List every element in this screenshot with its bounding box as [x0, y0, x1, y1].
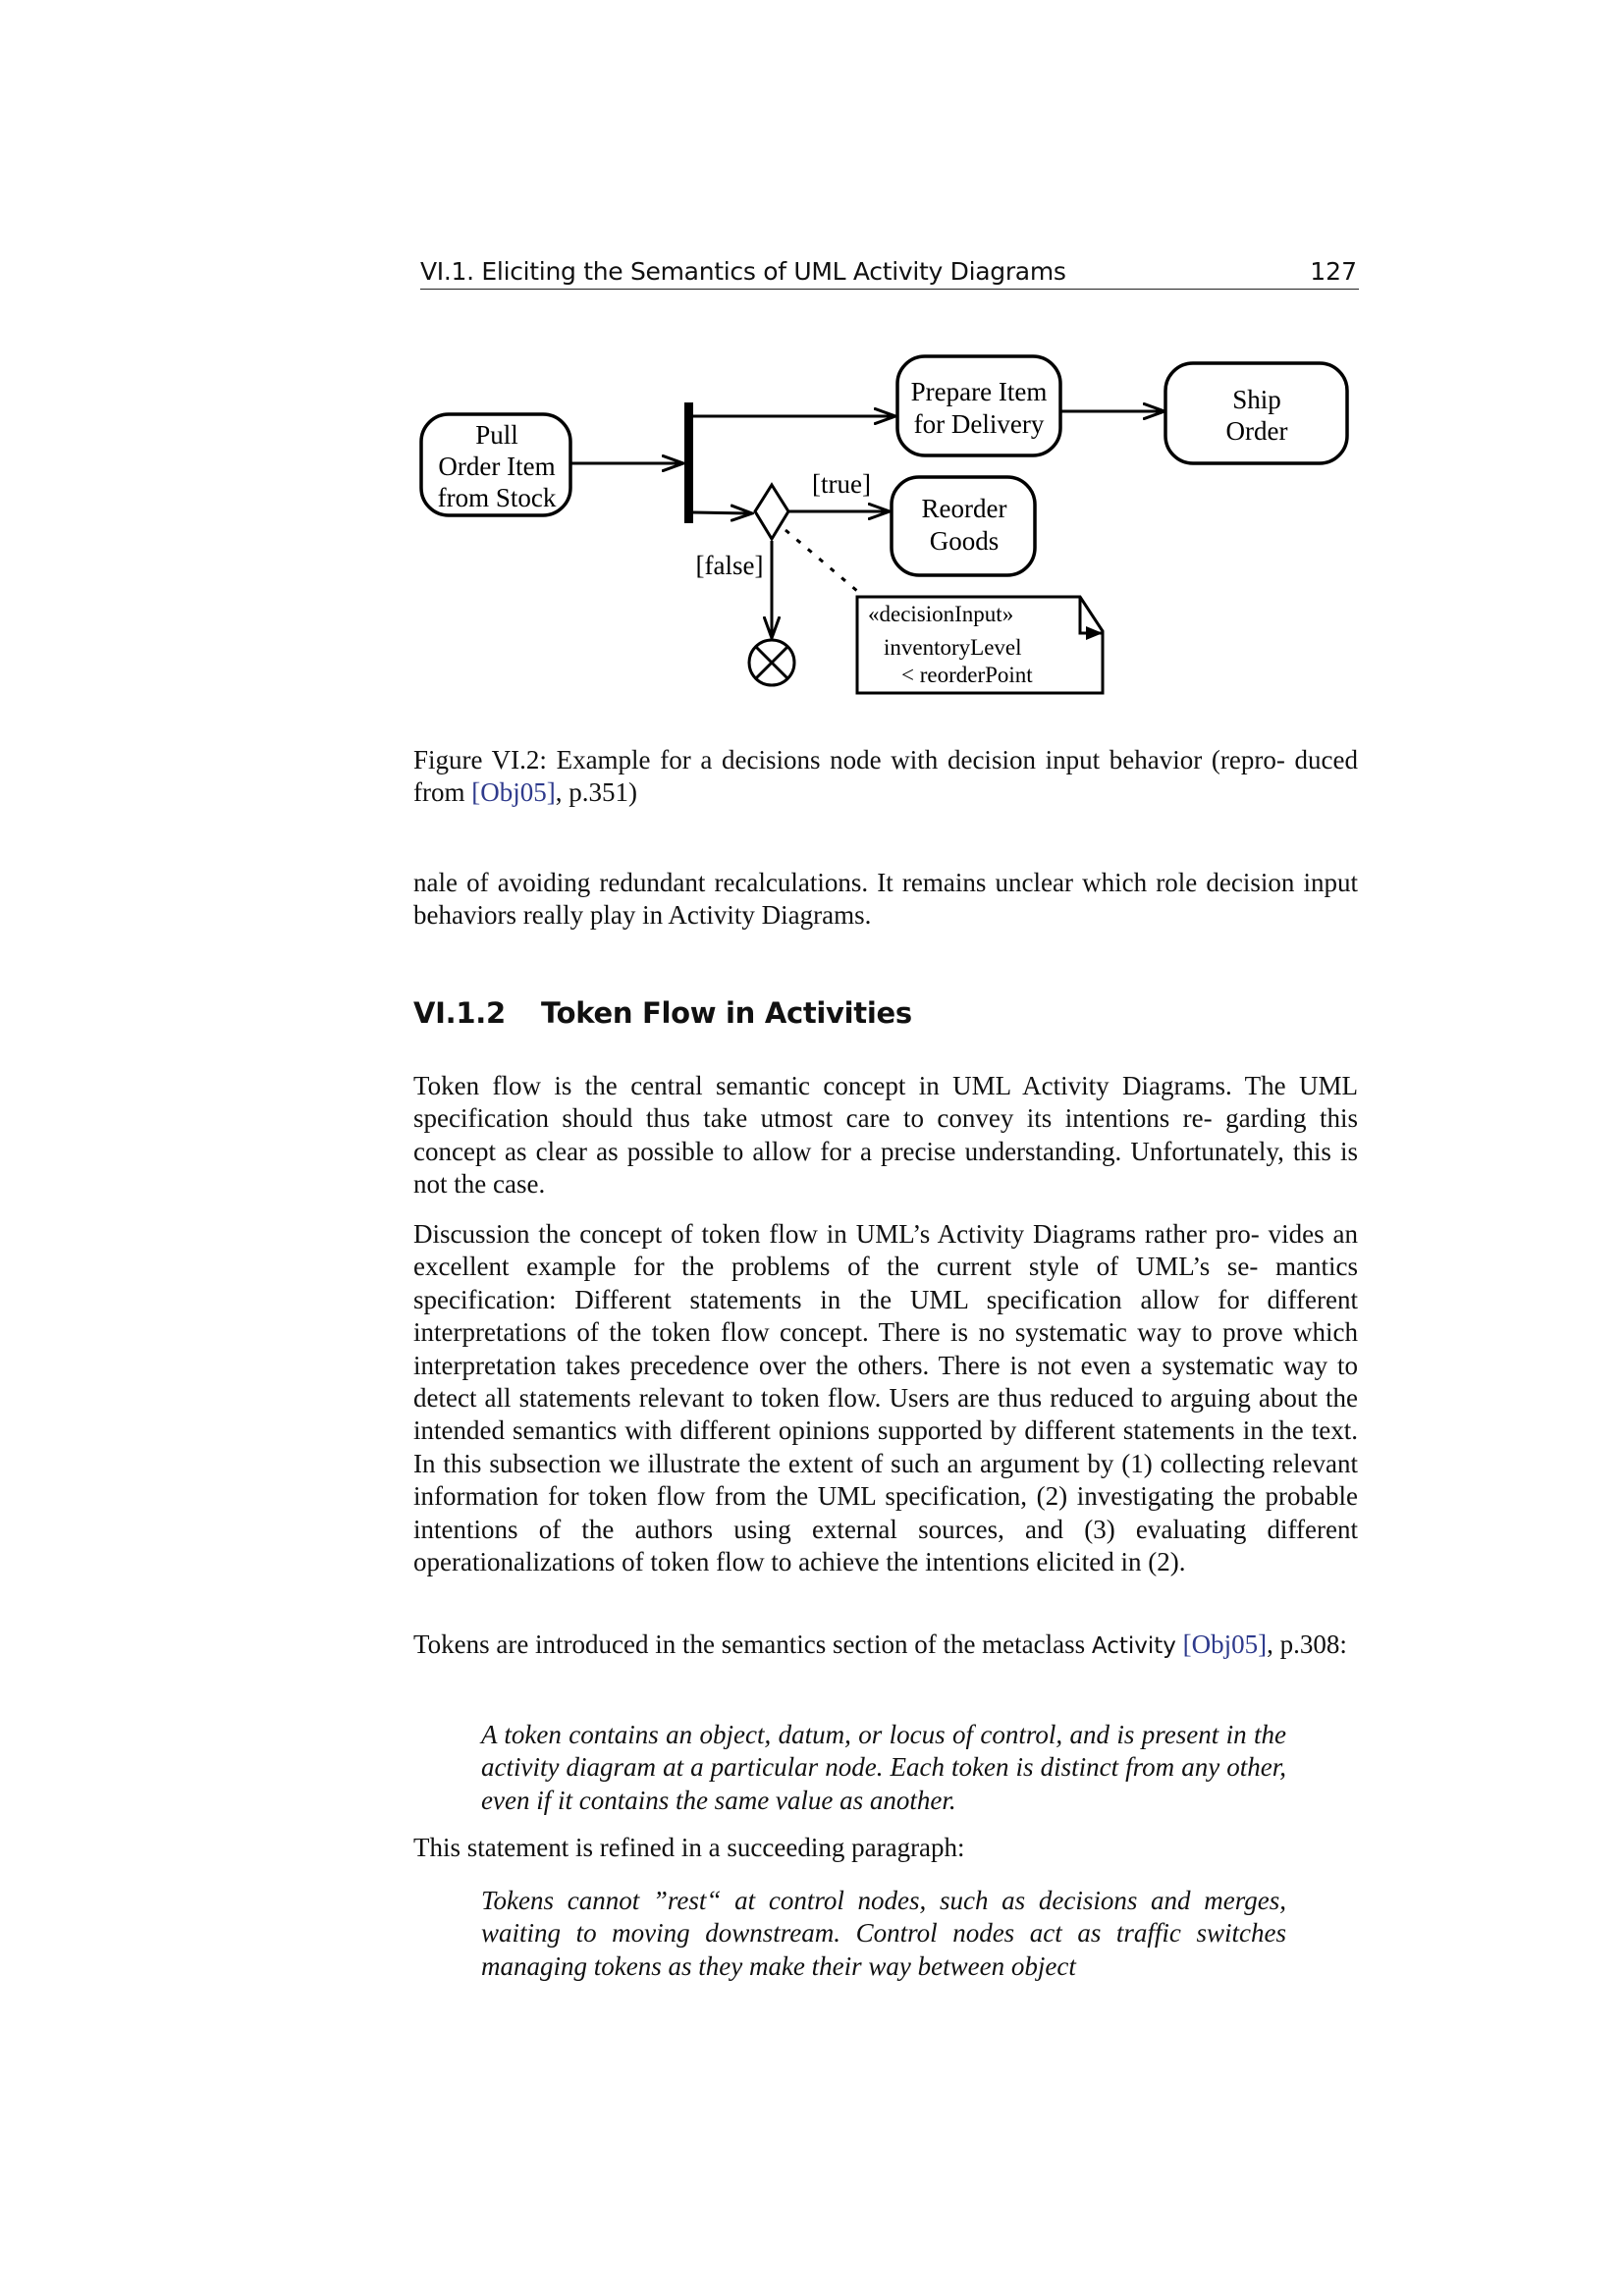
block-quote-token-definition: A token contains an object, datum, or locus of control, and is present in the activity diagram at a particular node. Each token is distinct from any other, even if it contains the same value as another.	[481, 1720, 1286, 1815]
block-quote-control-nodes: Tokens cannot ”rest“ at control nodes, such as decisions and merges, waiting to moving downstream. Control nodes act as traffic switches managing tokens as they make their way between object	[481, 1886, 1286, 1981]
para4-suffix: , p.308:	[1267, 1629, 1347, 1659]
reorder-label-2: Goods	[929, 526, 1000, 556]
pull-label-2: Order Item	[438, 452, 556, 481]
paragraph-tokens-introduced	[413, 1629, 1358, 1663]
citation-link[interactable]: [Obj05]	[471, 777, 556, 808]
ship-label-2: Order	[1225, 416, 1288, 446]
section-number: VI.1.2	[413, 996, 506, 1030]
reorder-label-1: Reorder	[921, 494, 1007, 523]
pull-label-3: from Stock	[437, 483, 557, 512]
paragraph-decision-input-conclusion: nale of avoiding redundant recalculations. It remains unclear which role decision input behaviors really play in Activity Diagrams.	[413, 868, 1358, 931]
section-heading	[413, 997, 1358, 1030]
guard-false: [false]	[695, 551, 764, 580]
metaclass-name: Activity	[1091, 1633, 1176, 1659]
edge-fork-to-decision	[693, 512, 752, 513]
section-title: Token Flow in Activities	[541, 996, 912, 1030]
paragraph-token-flow-discussion: Discussion the concept of token flow in UML’s Activity Diagrams rather pro- vides an excellent example for the problems of the current style of UML’s se- mantics specification: Different statements in the UML specification allow for different interpretations of the token flow concept. There is no systematic way to prove which interpretation takes precedence over the others. There is not even a systematic way to detect all statements relevant to token flow. Users are thus reduced to arguing about the intended semantics with different opinions supported by different statements in the text. In this subsection we illustrate the extent of such an argument by (1) collecting relevant information for token flow from the UML specification, (2) investigating the probable intentions of the authors using external sources, and (3) evaluating different operationalizations of token flow to achieve the intentions elicited in (2).	[413, 1219, 1358, 1577]
prepare-label-1: Prepare Item	[910, 377, 1048, 406]
page-number: 127	[1310, 257, 1357, 286]
citation-link[interactable]: [Obj05]	[1182, 1629, 1268, 1659]
pull-label-1: Pull	[475, 420, 518, 450]
running-header-title: VI.1. Eliciting the Semantics of UML Activity Diagrams	[420, 257, 1066, 286]
figure-caption	[413, 744, 1358, 810]
note-anchor-dotted-line	[785, 530, 864, 597]
note-line-2: < reorderPoint	[901, 663, 1033, 687]
caption-suffix: , p.351)	[555, 777, 637, 808]
caption-text: Figure VI.2: Example for a decisions node with decision input behavior (repro- duced from	[413, 745, 1358, 808]
flow-final-node	[749, 640, 794, 685]
fork-bar	[684, 402, 693, 523]
note-stereotype: «decisionInput»	[868, 602, 1014, 626]
guard-true: [true]	[812, 469, 871, 499]
para4-text: Tokens are introduced in the semantics section of the metaclass	[413, 1629, 1092, 1659]
paragraph-refinement: This statement is refined in a succeeding paragraph:	[413, 1833, 965, 1862]
spacer	[1176, 1629, 1183, 1659]
prepare-label-2: for Delivery	[913, 409, 1045, 439]
decision-node	[755, 485, 788, 539]
note-line-1: inventoryLevel	[884, 635, 1022, 660]
paragraph-token-flow-intro: Token flow is the central semantic concept in UML Activity Diagrams. The UML specification should thus take utmost care to convey its intentions re- garding this concept as clear as possible to allow for a precise understanding. Unfortunately, this is not the case.	[413, 1071, 1358, 1200]
ship-label-1: Ship	[1232, 385, 1281, 414]
activity-diagram	[0, 0, 1624, 746]
